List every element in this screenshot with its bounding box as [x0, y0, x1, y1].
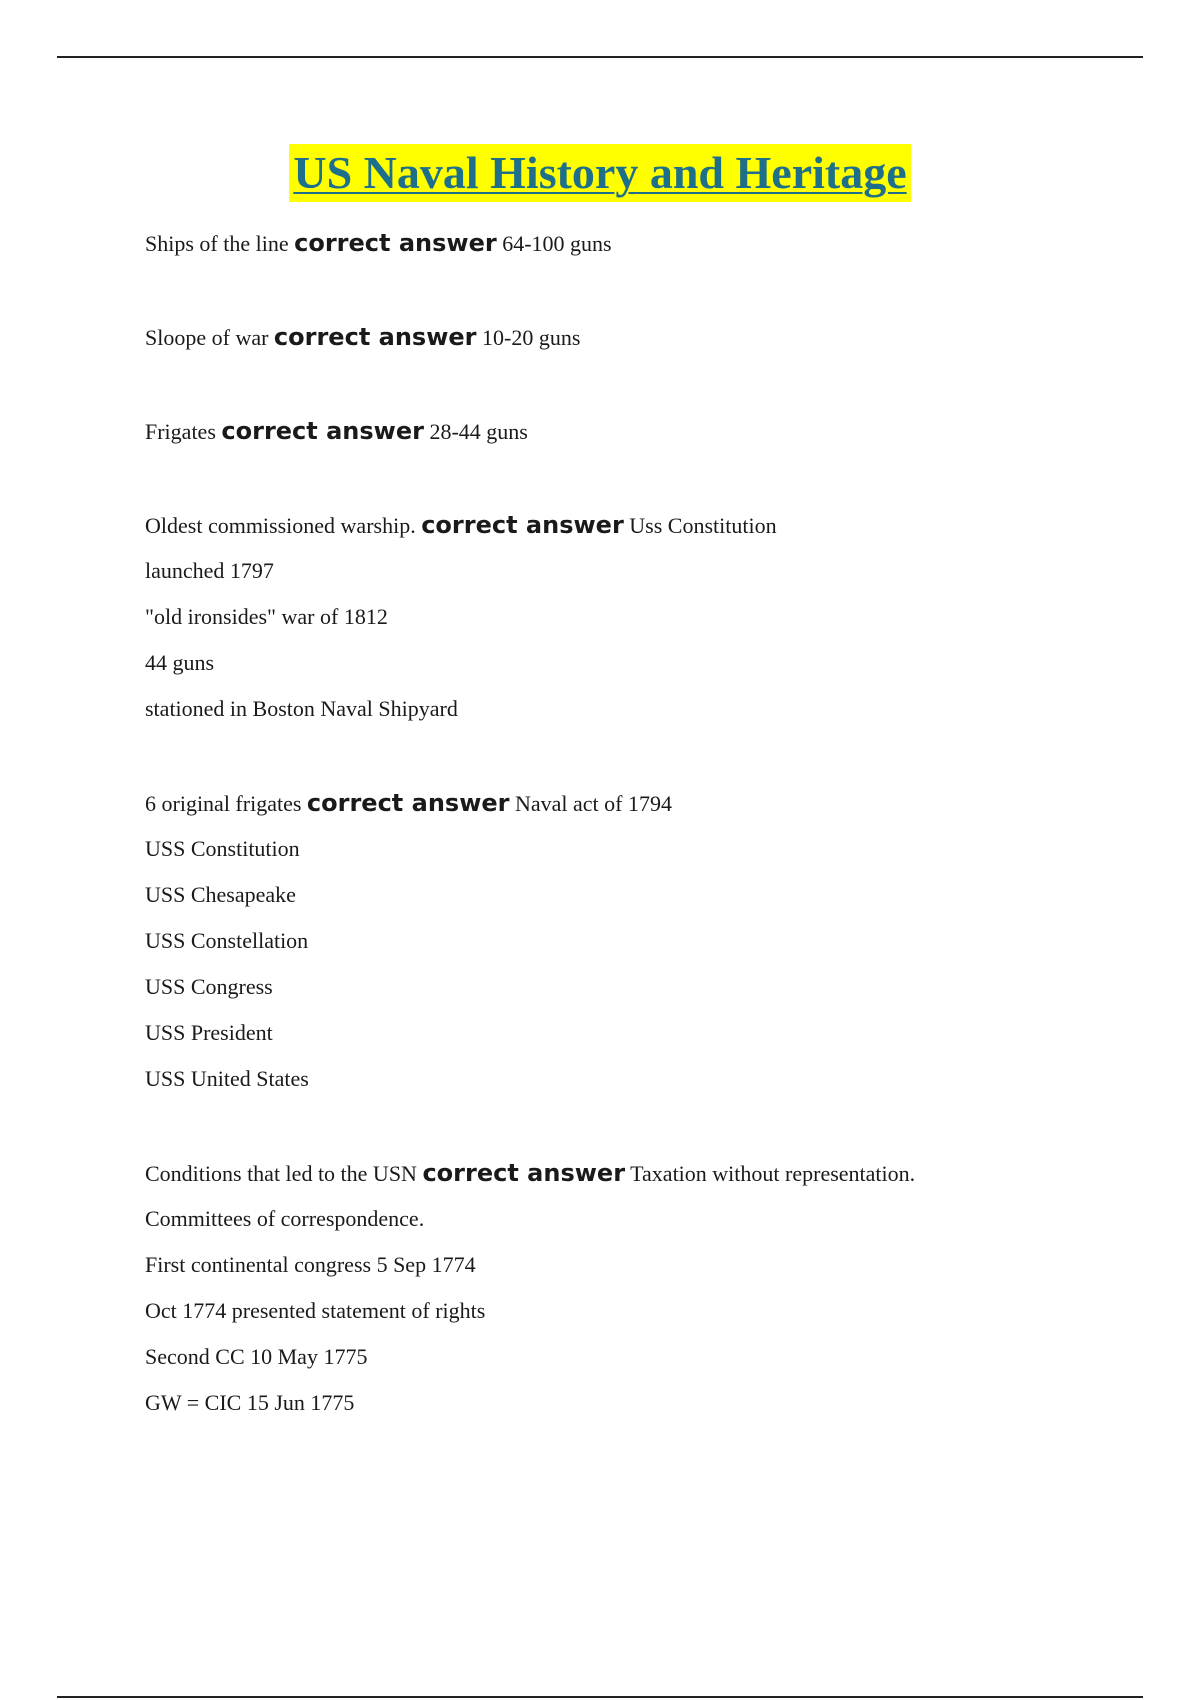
question-text: Oldest commissioned warship. [145, 513, 416, 538]
answer-text: 10-20 guns [482, 325, 581, 350]
page-title: US Naval History and Heritage [289, 144, 910, 202]
bottom-rule [57, 1696, 1143, 1698]
answer-label: correct answer [294, 229, 497, 257]
qa-entry [145, 220, 1145, 266]
question-text: Conditions that led to the USN [145, 1161, 417, 1186]
answer-label: correct answer [422, 1159, 626, 1187]
answer-extra-line: USS Constellation [145, 928, 309, 953]
answer-extra-line: USS United States [145, 1066, 309, 1091]
question-text: Ships of the line [145, 231, 289, 256]
answer-text: Naval act of 1794 [514, 791, 672, 816]
qa-entry [145, 408, 1145, 454]
answer-extra-line: launched 1797 [145, 558, 274, 583]
answer-extra-line: stationed in Boston Naval Shipyard [145, 696, 458, 721]
answer-text: 64-100 guns [502, 231, 612, 256]
answer-extra-line: Oct 1774 presented statement of rights [145, 1298, 486, 1323]
qa-question-line [145, 502, 1145, 548]
qa-question-line [145, 314, 1145, 360]
qa-entry [145, 314, 1145, 360]
top-rule [57, 56, 1143, 58]
question-text: Sloope of war [145, 325, 269, 350]
qa-question-line [145, 1150, 1145, 1196]
answer-extra-line: 44 guns [145, 650, 215, 675]
answer-text: 28-44 guns [429, 419, 528, 444]
qa-question-line [145, 220, 1145, 266]
question-text: 6 original frigates [145, 791, 302, 816]
answer-extra-line: USS Chesapeake [145, 882, 296, 907]
answer-text: Taxation without representation. [630, 1161, 916, 1186]
qa-question-line [145, 780, 1145, 826]
qa-entry [145, 780, 1145, 1102]
answer-label: correct answer [273, 323, 477, 351]
answer-extra-line: USS President [145, 1020, 273, 1045]
answer-text: Uss Constitution [629, 513, 777, 538]
qa-entry [145, 502, 1145, 732]
answer-extra-line: "old ironsides" war of 1812 [145, 604, 388, 629]
answer-extra-line: USS Constitution [145, 836, 300, 861]
qa-question-line [145, 408, 1145, 454]
answer-label: correct answer [221, 417, 424, 445]
answer-extra-line: Second CC 10 May 1775 [145, 1344, 368, 1369]
answer-label: correct answer [306, 789, 510, 817]
answer-label: correct answer [421, 511, 624, 539]
answer-extra-line: GW = CIC 15 Jun 1775 [145, 1390, 355, 1415]
answer-extra-line: USS Congress [145, 974, 273, 999]
title-container [0, 144, 1200, 202]
answer-extra-line: First continental congress 5 Sep 1774 [145, 1252, 476, 1277]
answer-extra-line: Committees of correspondence. [145, 1206, 425, 1231]
question-text: Frigates [145, 419, 216, 444]
qa-list [145, 220, 1145, 1474]
qa-entry [145, 1150, 1145, 1426]
